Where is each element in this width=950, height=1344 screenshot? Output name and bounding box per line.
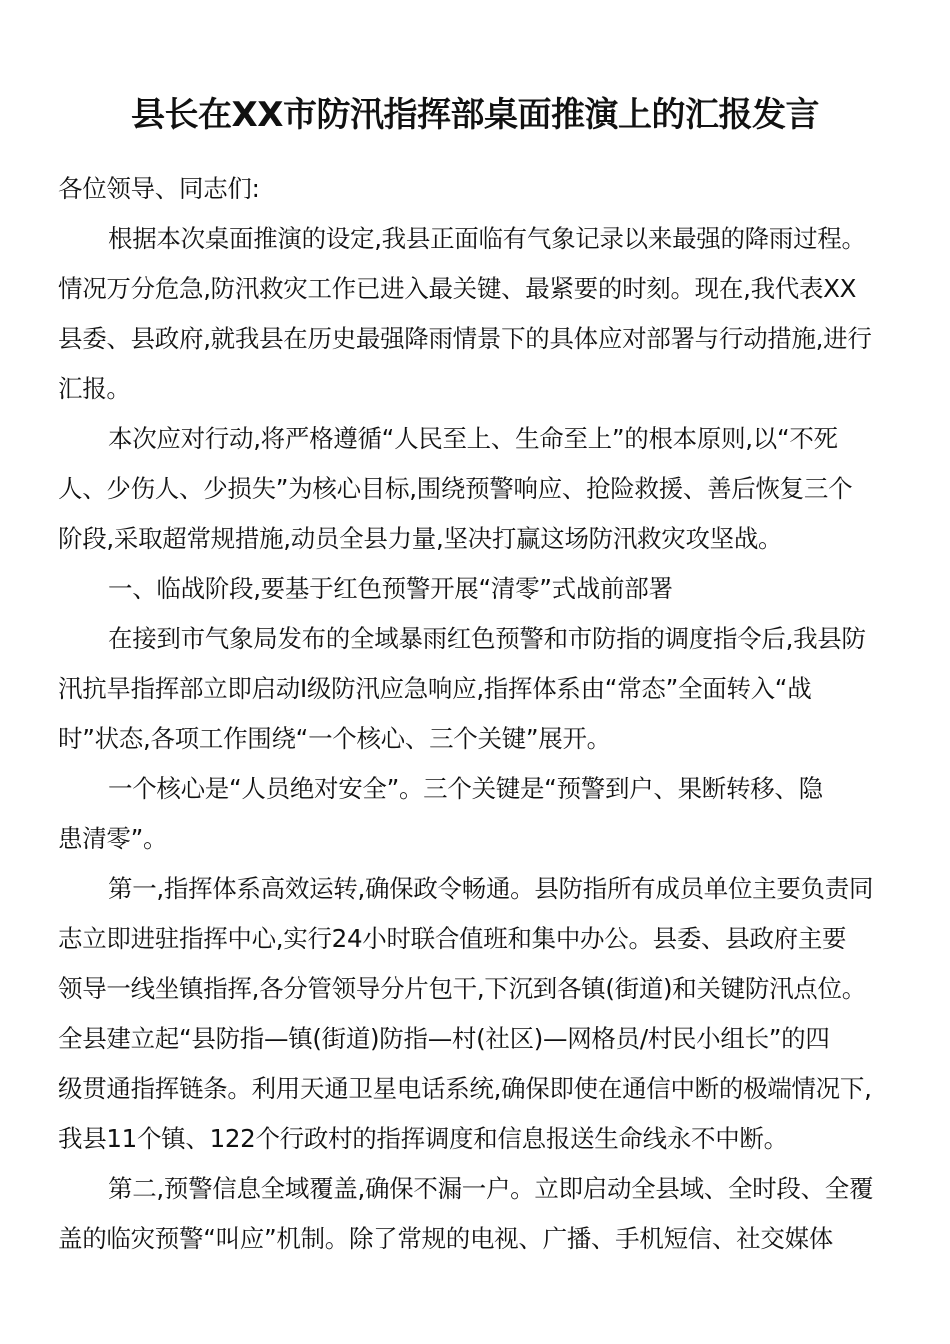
text-line: 第二,预警信息全域覆盖,确保不漏一户。立即启动全县域、全时段、全覆	[108, 1174, 874, 1203]
text-line: 领导一线坐镇指挥,各分管领导分片包干,下沉到各镇(街道)和关键防汛点位。	[58, 974, 866, 1003]
text-line: 全县建立起“县防指—镇(街道)防指—村(社区)—网格员/村民小组长”的四	[58, 1024, 830, 1053]
text-line: 人、少伤人、少损失”为核心目标,围绕预警响应、抢险救援、善后恢复三个	[58, 474, 853, 503]
text-line: 一个核心是“人员绝对安全”。三个关键是“预警到户、果断转移、隐	[108, 774, 823, 803]
text-line: 情况万分危急,防汛救灾工作已进入最关键、最紧要的时刻。现在,我代表XX	[58, 274, 857, 303]
text-line: 第一,指挥体系高效运转,确保政令畅通。县防指所有成员单位主要负责同	[108, 874, 874, 903]
text-line: 汇报。	[58, 374, 131, 403]
text-line: 级贯通指挥链条。利用天通卫星电话系统,确保即使在通信中断的极端情况下,	[58, 1074, 872, 1103]
text-line: 根据本次桌面推演的设定,我县正面临有气象记录以来最强的降雨过程。	[108, 224, 866, 253]
text-line: 阶段,采取超常规措施,动员全县力量,坚决打赢这场防汛救灾攻坚战。	[58, 524, 783, 553]
document-title: 县长在XX市防汛指挥部桌面推演上的汇报发言	[131, 94, 819, 135]
text-line: 一、临战阶段,要基于红色预警开展“清零”式战前部署	[108, 574, 673, 603]
text-line: 县委、县政府,就我县在历史最强降雨情景下的具体应对部署与行动措施,进行	[58, 324, 872, 353]
text-line: 患清零”。	[58, 824, 168, 853]
text-line: 我县11个镇、122个行政村的指挥调度和信息报送生命线永不中断。	[58, 1124, 788, 1153]
text-line: 时”状态,各项工作围绕“一个核心、三个关键”展开。	[58, 724, 611, 753]
text-line: 在接到市气象局发布的全域暴雨红色预警和市防指的调度指令后,我县防	[108, 624, 866, 653]
text-line: 本次应对行动,将严格遵循“人民至上、生命至上”的根本原则,以“不死	[108, 424, 838, 453]
text-line: 各位领导、同志们:	[58, 174, 260, 203]
text-line: 汛抗旱指挥部立即启动Ⅰ级防汛应急响应,指挥体系由“常态”全面转入“战	[58, 674, 812, 703]
text-line: 盖的临灾预警“叫应”机制。除了常规的电视、广播、手机短信、社交媒体	[58, 1224, 833, 1253]
text-line: 志立即进驻指挥中心,实行24小时联合值班和集中办公。县委、县政府主要	[58, 924, 847, 953]
